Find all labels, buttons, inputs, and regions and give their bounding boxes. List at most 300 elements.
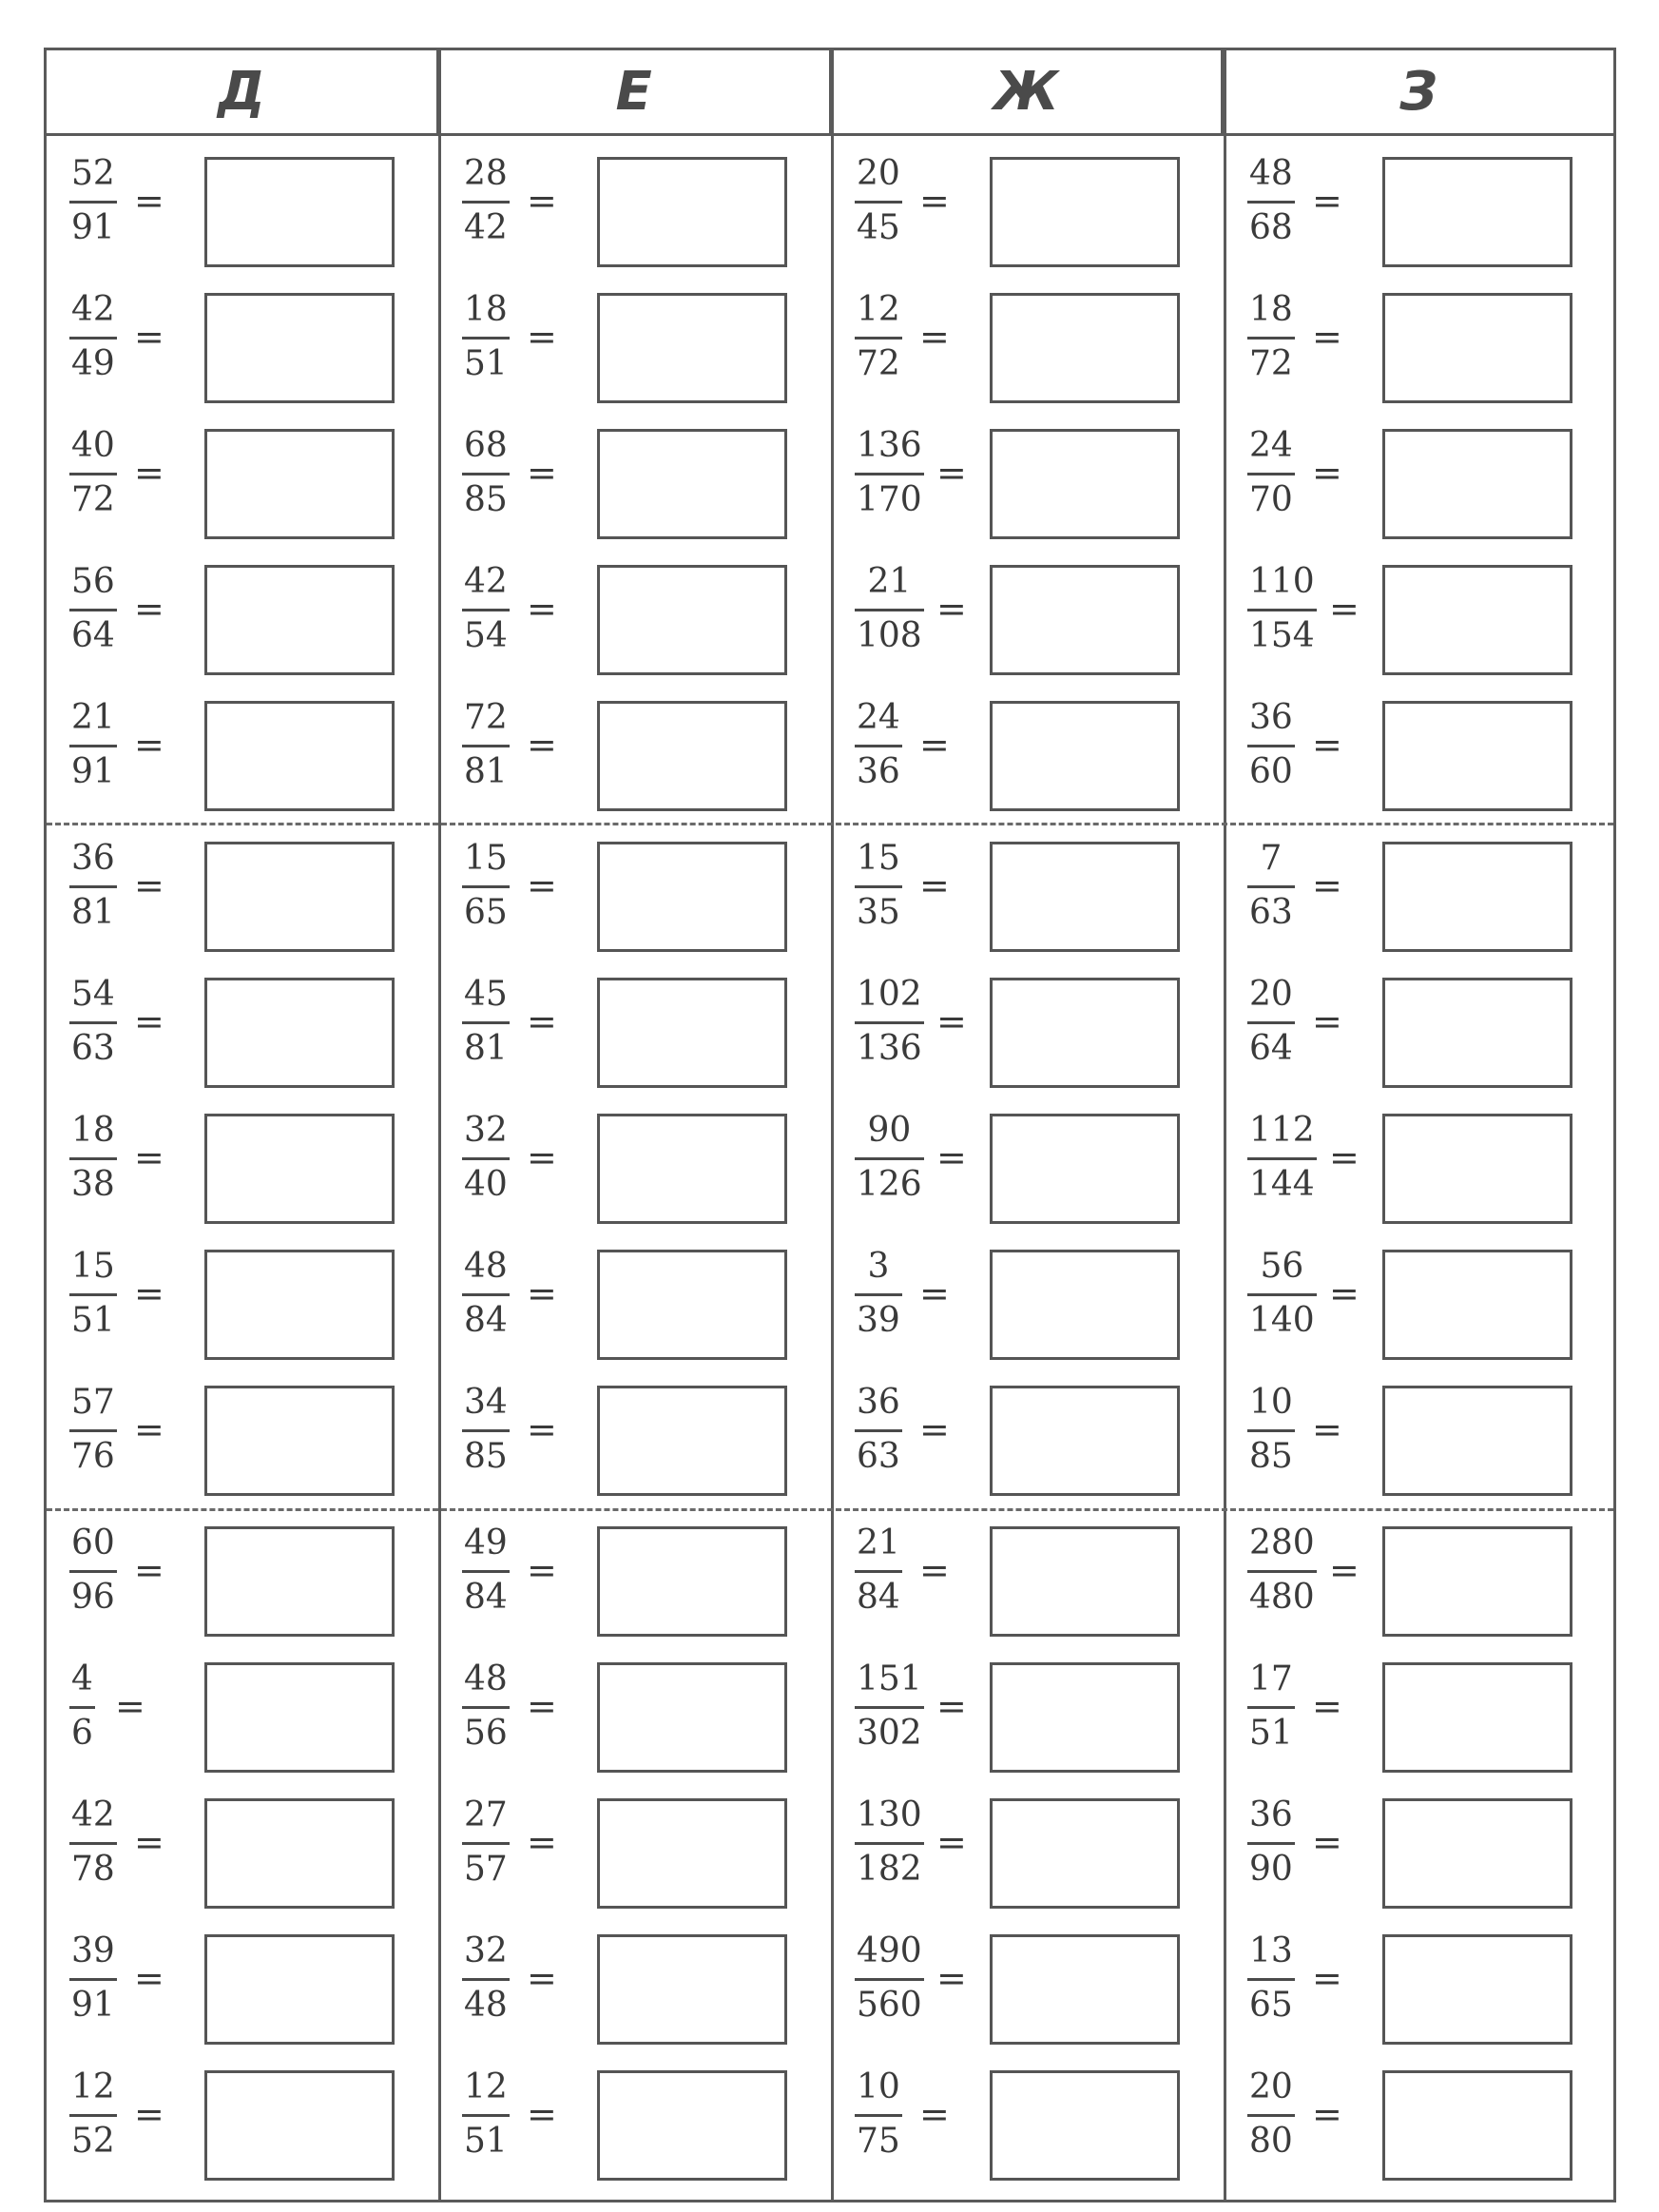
fraction-bar bbox=[1247, 609, 1317, 611]
fraction-problem bbox=[47, 1372, 439, 1507]
fraction bbox=[1247, 291, 1295, 383]
numerator: 90 bbox=[867, 1111, 912, 1150]
fraction bbox=[69, 1248, 117, 1340]
answer-box[interactable] bbox=[597, 293, 787, 403]
equals-sign: = bbox=[1312, 724, 1342, 766]
fraction-problem bbox=[439, 1785, 832, 1920]
column-0 bbox=[47, 136, 439, 2200]
equals-sign: = bbox=[1312, 452, 1342, 494]
equals-sign: = bbox=[1312, 1000, 1342, 1042]
denominator: 560 bbox=[857, 1986, 922, 2025]
fraction bbox=[855, 840, 902, 932]
fraction-problem bbox=[439, 280, 832, 415]
denominator: 96 bbox=[71, 1578, 115, 1617]
fraction-problem bbox=[1225, 552, 1617, 687]
answer-box[interactable] bbox=[990, 429, 1180, 539]
equals-sign: = bbox=[919, 316, 950, 358]
numerator: 280 bbox=[1249, 1523, 1315, 1562]
fraction-problem bbox=[832, 828, 1225, 963]
denominator: 63 bbox=[71, 1029, 115, 1068]
equals-sign: = bbox=[134, 1821, 164, 1863]
fraction bbox=[855, 699, 902, 791]
denominator: 144 bbox=[1249, 1165, 1315, 1204]
fraction bbox=[855, 155, 902, 247]
fraction bbox=[855, 291, 902, 383]
fraction-bar bbox=[69, 1706, 95, 1709]
numerator: 48 bbox=[464, 1247, 508, 1286]
equals-sign: = bbox=[1312, 1408, 1342, 1450]
denominator: 136 bbox=[857, 1029, 922, 1068]
fraction bbox=[1247, 1796, 1295, 1889]
numerator: 102 bbox=[857, 975, 922, 1014]
fraction-problem bbox=[1225, 144, 1617, 279]
denominator: 81 bbox=[464, 1029, 508, 1068]
fraction bbox=[69, 427, 117, 519]
numerator: 151 bbox=[857, 1659, 922, 1698]
fraction-bar bbox=[1247, 1978, 1295, 1981]
fraction bbox=[1247, 427, 1295, 519]
fraction-problem bbox=[832, 688, 1225, 823]
numerator: 24 bbox=[1249, 426, 1293, 465]
fraction bbox=[1247, 155, 1295, 247]
equals-sign: = bbox=[527, 1821, 557, 1863]
numerator: 10 bbox=[857, 2067, 900, 2106]
fraction-problem bbox=[439, 552, 832, 687]
numerator: 32 bbox=[464, 1931, 508, 1970]
fraction-problem bbox=[1225, 828, 1617, 963]
answer-box[interactable] bbox=[204, 1114, 395, 1224]
fraction bbox=[69, 840, 117, 932]
answer-box[interactable] bbox=[990, 1250, 1180, 1360]
denominator: 51 bbox=[71, 1301, 115, 1340]
numerator: 15 bbox=[857, 839, 900, 878]
fraction-bar bbox=[462, 1293, 510, 1296]
denominator: 52 bbox=[71, 2122, 115, 2161]
fraction-problem bbox=[439, 144, 832, 279]
answer-box[interactable] bbox=[1382, 701, 1572, 811]
fraction-bar bbox=[855, 1842, 924, 1845]
numerator: 110 bbox=[1249, 562, 1315, 601]
fraction-problem bbox=[47, 1236, 439, 1371]
denominator: 182 bbox=[857, 1850, 922, 1889]
numerator: 20 bbox=[857, 154, 900, 193]
fraction bbox=[1247, 1112, 1317, 1204]
answer-box[interactable] bbox=[597, 1934, 787, 2045]
fraction-problem bbox=[47, 828, 439, 963]
fraction-problem bbox=[47, 688, 439, 823]
answer-box[interactable] bbox=[1382, 978, 1572, 1088]
fraction bbox=[1247, 1524, 1317, 1617]
column-header-zh: Ж bbox=[832, 50, 1225, 133]
numerator: 36 bbox=[857, 1383, 900, 1422]
fraction-bar bbox=[462, 1570, 510, 1573]
fraction bbox=[69, 1932, 117, 2025]
equals-sign: = bbox=[527, 452, 557, 494]
answer-box[interactable] bbox=[597, 1386, 787, 1496]
fraction bbox=[855, 1932, 924, 2025]
denominator: 54 bbox=[464, 616, 508, 655]
answer-box[interactable] bbox=[1382, 1250, 1572, 1360]
equals-sign: = bbox=[527, 316, 557, 358]
answer-box[interactable] bbox=[990, 1386, 1180, 1496]
numerator: 68 bbox=[464, 426, 508, 465]
answer-box[interactable] bbox=[1382, 1386, 1572, 1496]
fraction-bar bbox=[462, 473, 510, 475]
fraction-bar bbox=[69, 885, 117, 888]
denominator: 81 bbox=[71, 893, 115, 932]
answer-box[interactable] bbox=[597, 842, 787, 952]
numerator: 20 bbox=[1249, 975, 1293, 1014]
answer-box[interactable] bbox=[990, 157, 1180, 267]
fraction-bar bbox=[855, 885, 902, 888]
answer-box[interactable] bbox=[1382, 1798, 1572, 1909]
denominator: 64 bbox=[1249, 1029, 1293, 1068]
answer-box[interactable] bbox=[597, 429, 787, 539]
fraction-bar bbox=[855, 745, 902, 747]
numerator: 15 bbox=[464, 839, 508, 878]
answer-box[interactable] bbox=[1382, 2070, 1572, 2181]
equals-sign: = bbox=[134, 1000, 164, 1042]
denominator: 36 bbox=[857, 752, 900, 791]
answer-box[interactable] bbox=[1382, 1526, 1572, 1637]
fraction-problem bbox=[1225, 280, 1617, 415]
fraction-bar bbox=[1247, 1706, 1295, 1709]
denominator: 84 bbox=[464, 1578, 508, 1617]
answer-box[interactable] bbox=[990, 2070, 1180, 2181]
fraction-problem bbox=[1225, 1785, 1617, 1920]
answer-box[interactable] bbox=[204, 2070, 395, 2181]
numerator: 56 bbox=[1260, 1247, 1304, 1286]
equals-sign: = bbox=[1312, 1957, 1342, 1999]
fraction-bar bbox=[1247, 2114, 1295, 2117]
numerator: 12 bbox=[71, 2067, 115, 2106]
answer-box[interactable] bbox=[1382, 293, 1572, 403]
fraction-bar bbox=[855, 1706, 924, 1709]
equals-sign: = bbox=[134, 2093, 164, 2135]
fraction bbox=[462, 699, 510, 791]
fraction bbox=[462, 291, 510, 383]
denominator: 85 bbox=[464, 480, 508, 519]
answer-box[interactable] bbox=[990, 842, 1180, 952]
answer-box[interactable] bbox=[597, 157, 787, 267]
answer-box[interactable] bbox=[204, 1526, 395, 1637]
answer-box[interactable] bbox=[204, 842, 395, 952]
fraction-bar bbox=[1247, 1842, 1295, 1845]
fraction bbox=[855, 1524, 902, 1617]
equals-sign: = bbox=[936, 588, 967, 630]
answer-box[interactable] bbox=[597, 2070, 787, 2181]
fraction-problem bbox=[47, 1785, 439, 1920]
answer-box[interactable] bbox=[1382, 842, 1572, 952]
answer-box[interactable] bbox=[597, 565, 787, 675]
fraction bbox=[462, 1384, 510, 1476]
equals-sign: = bbox=[134, 180, 164, 222]
fraction-bar bbox=[462, 1842, 510, 1845]
fraction-problem bbox=[47, 1513, 439, 1648]
equals-sign: = bbox=[527, 1957, 557, 1999]
denominator: 91 bbox=[71, 1986, 115, 2025]
fraction-bar bbox=[1247, 1021, 1295, 1024]
numerator: 36 bbox=[1249, 1795, 1293, 1834]
denominator: 42 bbox=[464, 208, 508, 247]
numerator: 17 bbox=[1249, 1659, 1293, 1698]
answer-box[interactable] bbox=[204, 293, 395, 403]
fraction-problem bbox=[439, 1921, 832, 2056]
denominator: 90 bbox=[1249, 1850, 1293, 1889]
equals-sign: = bbox=[527, 724, 557, 766]
answer-box[interactable] bbox=[597, 1662, 787, 1773]
answer-box[interactable] bbox=[990, 1114, 1180, 1224]
numerator: 28 bbox=[464, 154, 508, 193]
fraction bbox=[69, 1524, 117, 1617]
denominator: 63 bbox=[857, 1437, 900, 1476]
answer-box[interactable] bbox=[204, 1798, 395, 1909]
answer-box[interactable] bbox=[1382, 1934, 1572, 2045]
denominator: 68 bbox=[1249, 208, 1293, 247]
fraction-bar bbox=[69, 2114, 117, 2117]
fraction-problem bbox=[832, 1513, 1225, 1648]
fraction-bar bbox=[69, 1293, 117, 1296]
fraction bbox=[1247, 1384, 1295, 1476]
fraction bbox=[462, 1932, 510, 2025]
fraction bbox=[1247, 699, 1295, 791]
fraction bbox=[855, 563, 924, 655]
equals-sign: = bbox=[1312, 2093, 1342, 2135]
answer-box[interactable] bbox=[1382, 1114, 1572, 1224]
equals-sign: = bbox=[527, 1685, 557, 1727]
answer-box[interactable] bbox=[1382, 1662, 1572, 1773]
fraction-bar bbox=[1247, 337, 1295, 340]
answer-box[interactable] bbox=[597, 1250, 787, 1360]
answer-box[interactable] bbox=[597, 1526, 787, 1637]
fraction bbox=[855, 1112, 924, 1204]
equals-sign: = bbox=[134, 724, 164, 766]
column-header-z: З bbox=[1399, 61, 1438, 123]
fraction bbox=[69, 699, 117, 791]
fraction bbox=[1247, 1932, 1295, 2025]
header-row bbox=[47, 50, 1613, 136]
denominator: 170 bbox=[857, 480, 922, 519]
equals-sign: = bbox=[1312, 1821, 1342, 1863]
answer-box[interactable] bbox=[1382, 565, 1572, 675]
equals-sign: = bbox=[936, 1000, 967, 1042]
denominator: 480 bbox=[1249, 1578, 1315, 1617]
fraction-bar bbox=[1247, 201, 1295, 204]
numerator: 60 bbox=[71, 1523, 115, 1562]
denominator: 108 bbox=[857, 616, 922, 655]
numerator: 27 bbox=[464, 1795, 508, 1834]
fraction bbox=[462, 1796, 510, 1889]
fraction-problem bbox=[47, 144, 439, 279]
fraction-problem bbox=[439, 2057, 832, 2192]
fraction-bar bbox=[1247, 1429, 1295, 1432]
numerator: 3 bbox=[867, 1247, 890, 1286]
equals-sign: = bbox=[134, 1272, 164, 1314]
numerator: 490 bbox=[857, 1931, 922, 1970]
answer-box[interactable] bbox=[597, 701, 787, 811]
numerator: 36 bbox=[1249, 698, 1293, 737]
fraction-bar bbox=[855, 1978, 924, 1981]
denominator: 65 bbox=[464, 893, 508, 932]
worksheet bbox=[44, 48, 1616, 2202]
fraction-problem bbox=[439, 416, 832, 551]
fraction-problem bbox=[439, 828, 832, 963]
answer-box[interactable] bbox=[204, 565, 395, 675]
fraction-problem bbox=[832, 1921, 1225, 2056]
fraction bbox=[462, 563, 510, 655]
fraction-problem bbox=[832, 280, 1225, 415]
answer-box[interactable] bbox=[204, 701, 395, 811]
equals-sign: = bbox=[527, 588, 557, 630]
numerator: 136 bbox=[857, 426, 922, 465]
answer-box[interactable] bbox=[990, 1526, 1180, 1637]
fraction-problem bbox=[832, 1100, 1225, 1235]
fraction bbox=[462, 1524, 510, 1617]
answer-box[interactable] bbox=[597, 978, 787, 1088]
denominator: 84 bbox=[857, 1578, 900, 1617]
answer-box[interactable] bbox=[204, 157, 395, 267]
answer-box[interactable] bbox=[1382, 157, 1572, 267]
fraction-bar bbox=[462, 745, 510, 747]
numerator: 48 bbox=[1249, 154, 1293, 193]
fraction bbox=[855, 976, 924, 1068]
fraction-problem bbox=[47, 1921, 439, 2056]
fraction-problem bbox=[439, 1236, 832, 1371]
fraction-bar bbox=[462, 1706, 510, 1709]
equals-sign: = bbox=[919, 864, 950, 906]
column-3 bbox=[1225, 136, 1617, 2200]
denominator: 302 bbox=[857, 1714, 922, 1753]
answer-box[interactable] bbox=[204, 1662, 395, 1773]
fraction-problem bbox=[439, 1100, 832, 1235]
fraction-problem bbox=[832, 144, 1225, 279]
fraction-bar bbox=[855, 2114, 902, 2117]
fraction-bar bbox=[462, 2114, 510, 2117]
numerator: 18 bbox=[464, 290, 508, 329]
fraction-bar bbox=[69, 201, 117, 204]
fraction-problem bbox=[439, 1649, 832, 1784]
column-header-e: Е bbox=[439, 50, 832, 133]
answer-box[interactable] bbox=[990, 1798, 1180, 1909]
fraction-problem bbox=[1225, 1372, 1617, 1507]
numerator: 42 bbox=[464, 562, 508, 601]
answer-box[interactable] bbox=[597, 1114, 787, 1224]
fraction-problem bbox=[47, 964, 439, 1099]
numerator: 48 bbox=[464, 1659, 508, 1698]
equals-sign: = bbox=[1329, 1549, 1360, 1591]
denominator: 78 bbox=[71, 1850, 115, 1889]
answer-box[interactable] bbox=[204, 1250, 395, 1360]
fraction bbox=[69, 2068, 117, 2161]
fraction-problem bbox=[1225, 1921, 1617, 2056]
fraction-problem bbox=[47, 1649, 439, 1784]
equals-sign: = bbox=[115, 1685, 145, 1727]
fraction-problem bbox=[439, 1513, 832, 1648]
numerator: 72 bbox=[464, 698, 508, 737]
answer-box[interactable] bbox=[204, 1386, 395, 1496]
fraction-problem bbox=[1225, 1513, 1617, 1648]
numerator: 7 bbox=[1260, 839, 1283, 878]
fraction-bar bbox=[462, 337, 510, 340]
fraction-bar bbox=[462, 1157, 510, 1160]
answer-box[interactable] bbox=[990, 1662, 1180, 1773]
fraction bbox=[855, 1660, 924, 1753]
fraction bbox=[69, 976, 117, 1068]
answer-box[interactable] bbox=[204, 978, 395, 1088]
answer-box[interactable] bbox=[204, 1934, 395, 2045]
fraction-problem bbox=[1225, 416, 1617, 551]
fraction-problem bbox=[832, 2057, 1225, 2192]
fraction bbox=[69, 1796, 117, 1889]
equals-sign: = bbox=[134, 452, 164, 494]
answer-box[interactable] bbox=[990, 293, 1180, 403]
equals-sign: = bbox=[919, 1408, 950, 1450]
denominator: 70 bbox=[1249, 480, 1293, 519]
answer-box[interactable] bbox=[597, 1798, 787, 1909]
denominator: 38 bbox=[71, 1165, 115, 1204]
fraction bbox=[462, 427, 510, 519]
equals-sign: = bbox=[134, 1136, 164, 1178]
fraction-bar bbox=[69, 337, 117, 340]
fraction-bar bbox=[855, 1157, 924, 1160]
denominator: 85 bbox=[464, 1437, 508, 1476]
answer-box[interactable] bbox=[990, 565, 1180, 675]
answer-box[interactable] bbox=[204, 429, 395, 539]
denominator: 75 bbox=[857, 2122, 900, 2161]
numerator: 42 bbox=[71, 290, 115, 329]
fraction bbox=[462, 155, 510, 247]
answer-box[interactable] bbox=[990, 701, 1180, 811]
fraction bbox=[462, 976, 510, 1068]
fraction-bar bbox=[462, 1021, 510, 1024]
fraction-bar bbox=[855, 201, 902, 204]
fraction-problem bbox=[47, 416, 439, 551]
answer-box[interactable] bbox=[990, 978, 1180, 1088]
fraction-bar bbox=[69, 1842, 117, 1845]
equals-sign: = bbox=[527, 1272, 557, 1314]
answer-box[interactable] bbox=[1382, 429, 1572, 539]
numerator: 24 bbox=[857, 698, 900, 737]
numerator: 4 bbox=[71, 1659, 93, 1698]
fraction-bar bbox=[1247, 885, 1295, 888]
denominator: 39 bbox=[857, 1301, 900, 1340]
numerator: 42 bbox=[71, 1795, 115, 1834]
fraction bbox=[69, 1384, 117, 1476]
fraction-bar bbox=[1247, 1570, 1317, 1573]
equals-sign: = bbox=[1329, 1136, 1360, 1178]
equals-sign: = bbox=[1312, 316, 1342, 358]
denominator: 76 bbox=[71, 1437, 115, 1476]
equals-sign: = bbox=[527, 1408, 557, 1450]
fraction-bar bbox=[1247, 745, 1295, 747]
fraction bbox=[1247, 1248, 1317, 1340]
equals-sign: = bbox=[134, 316, 164, 358]
equals-sign: = bbox=[134, 1549, 164, 1591]
equals-sign: = bbox=[936, 1821, 967, 1863]
numerator: 52 bbox=[71, 154, 115, 193]
fraction-bar bbox=[855, 337, 902, 340]
fraction-problem bbox=[439, 1372, 832, 1507]
numerator: 40 bbox=[71, 426, 115, 465]
fraction-bar bbox=[1247, 473, 1295, 475]
fraction-problem bbox=[832, 552, 1225, 687]
answer-box[interactable] bbox=[990, 1934, 1180, 2045]
numerator: 36 bbox=[71, 839, 115, 878]
fraction bbox=[1247, 1660, 1295, 1753]
fraction-problem bbox=[439, 688, 832, 823]
fraction-bar bbox=[462, 201, 510, 204]
equals-sign: = bbox=[527, 1136, 557, 1178]
